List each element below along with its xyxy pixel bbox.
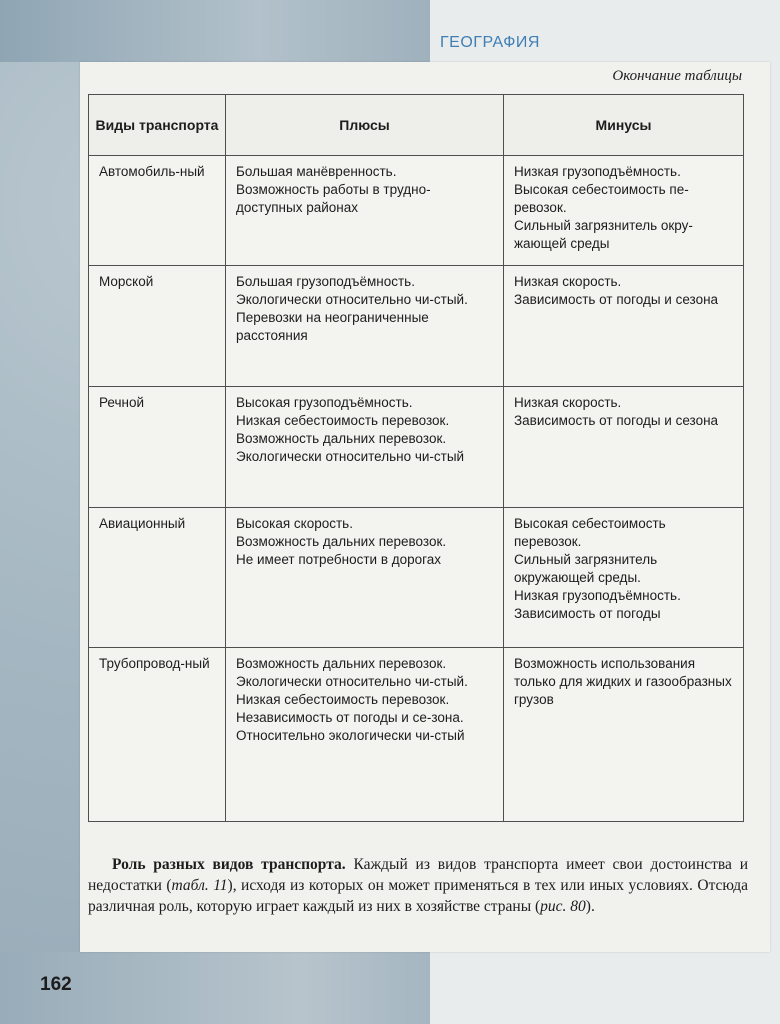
figure-reference: рис. 80 [540, 898, 586, 915]
paragraph-text: ), исходя из которых он может применяться в тех или иных условиях. Отсюда различная роль, которую играет каждый из них в хозяйстве страны ( [88, 877, 748, 915]
cons-item: Низкая скорость. [514, 395, 622, 410]
paragraph-lead: Роль разных видов транспорта. [112, 856, 346, 873]
pros-item: Большая грузоподъёмность. [236, 274, 415, 289]
table-reference: табл. 11 [171, 877, 228, 894]
cons-cell [504, 156, 744, 266]
cons-cell [504, 266, 744, 387]
paragraph-text: ). [585, 898, 595, 915]
pros-item: Экологически относительно чи-стый. [236, 674, 468, 689]
body-paragraph [88, 854, 748, 917]
page-number: 162 [40, 974, 72, 995]
table-row [89, 648, 744, 822]
cons-item: Высокая себестоимость перевозок. [514, 516, 666, 549]
table-row [89, 266, 744, 387]
pros-item: Экологически относительно чи-стый [236, 449, 465, 464]
pros-cell [226, 508, 504, 648]
transport-type-cell: Авиационный [89, 508, 226, 648]
pros-cell [226, 266, 504, 387]
transport-type-cell: Морской [89, 266, 226, 387]
cons-item: Низкая скорость. [514, 274, 622, 289]
pros-item: Не имеет потребности в дорогах [236, 552, 442, 567]
cons-item: Низкая грузоподъёмность. [514, 164, 681, 179]
pros-item: Большая манёвренность. [236, 164, 397, 179]
pros-item: Экологически относительно чи-стый. [236, 292, 468, 307]
cons-item: Сильный загрязнитель окружающей среды. [514, 552, 658, 585]
cons-item: Зависимость от погоды и сезона [514, 413, 719, 428]
pros-item: Высокая грузоподъёмность. [236, 395, 413, 410]
header-pros: Плюсы [226, 95, 504, 156]
transport-type-cell: Речной [89, 387, 226, 508]
cons-item: Зависимость от погоды [514, 606, 661, 621]
subject-header: ГЕОГРАФИЯ [440, 34, 540, 51]
table-caption: Окончание таблицы [612, 68, 742, 84]
pros-cell [226, 648, 504, 822]
pros-item: Перевозки на неограниченные расстояния [236, 310, 429, 343]
header-cons: Минусы [504, 95, 744, 156]
cons-item: Сильный загрязнитель окру-жающей среды [514, 218, 693, 251]
pros-cell [226, 156, 504, 266]
pros-item: Возможность дальних перевозок. [236, 431, 447, 446]
table-row [89, 387, 744, 508]
cons-cell [504, 387, 744, 508]
map-background-top [0, 0, 430, 62]
cons-item: Низкая грузоподъёмность. [514, 588, 681, 603]
pros-item: Возможность дальних перевозок. [236, 534, 447, 549]
pros-item: Возможность работы в трудно-доступных районах [236, 182, 431, 215]
pros-item: Высокая скорость. [236, 516, 353, 531]
pros-cell [226, 387, 504, 508]
cons-item: Высокая себестоимость пе-ревозок. [514, 182, 689, 215]
pros-item: Низкая себестоимость перевозок. [236, 413, 450, 428]
transport-type-cell: Трубопровод-ный [89, 648, 226, 822]
pros-item: Возможность дальних перевозок. [236, 656, 447, 671]
table-row [89, 508, 744, 648]
pros-item: Относительно экологически чи-стый [236, 728, 465, 743]
table-header-row [89, 95, 744, 156]
table-row [89, 156, 744, 266]
pros-item: Низкая себестоимость перевозок. [236, 692, 450, 707]
cons-cell [504, 648, 744, 822]
transport-table [88, 94, 744, 822]
cons-cell [504, 508, 744, 648]
pros-item: Независимость от погоды и се-зона. [236, 710, 464, 725]
cons-item: Зависимость от погоды и сезона [514, 292, 719, 307]
transport-type-cell: Автомобиль-ный [89, 156, 226, 266]
header-transport-type: Виды транспорта [89, 95, 226, 156]
cons-item: Возможность использования только для жидких и газообразных грузов [514, 656, 732, 707]
paragraph-text: Каждый из видов транспорта имеет свои достоинства и недостатки ( [88, 856, 748, 894]
